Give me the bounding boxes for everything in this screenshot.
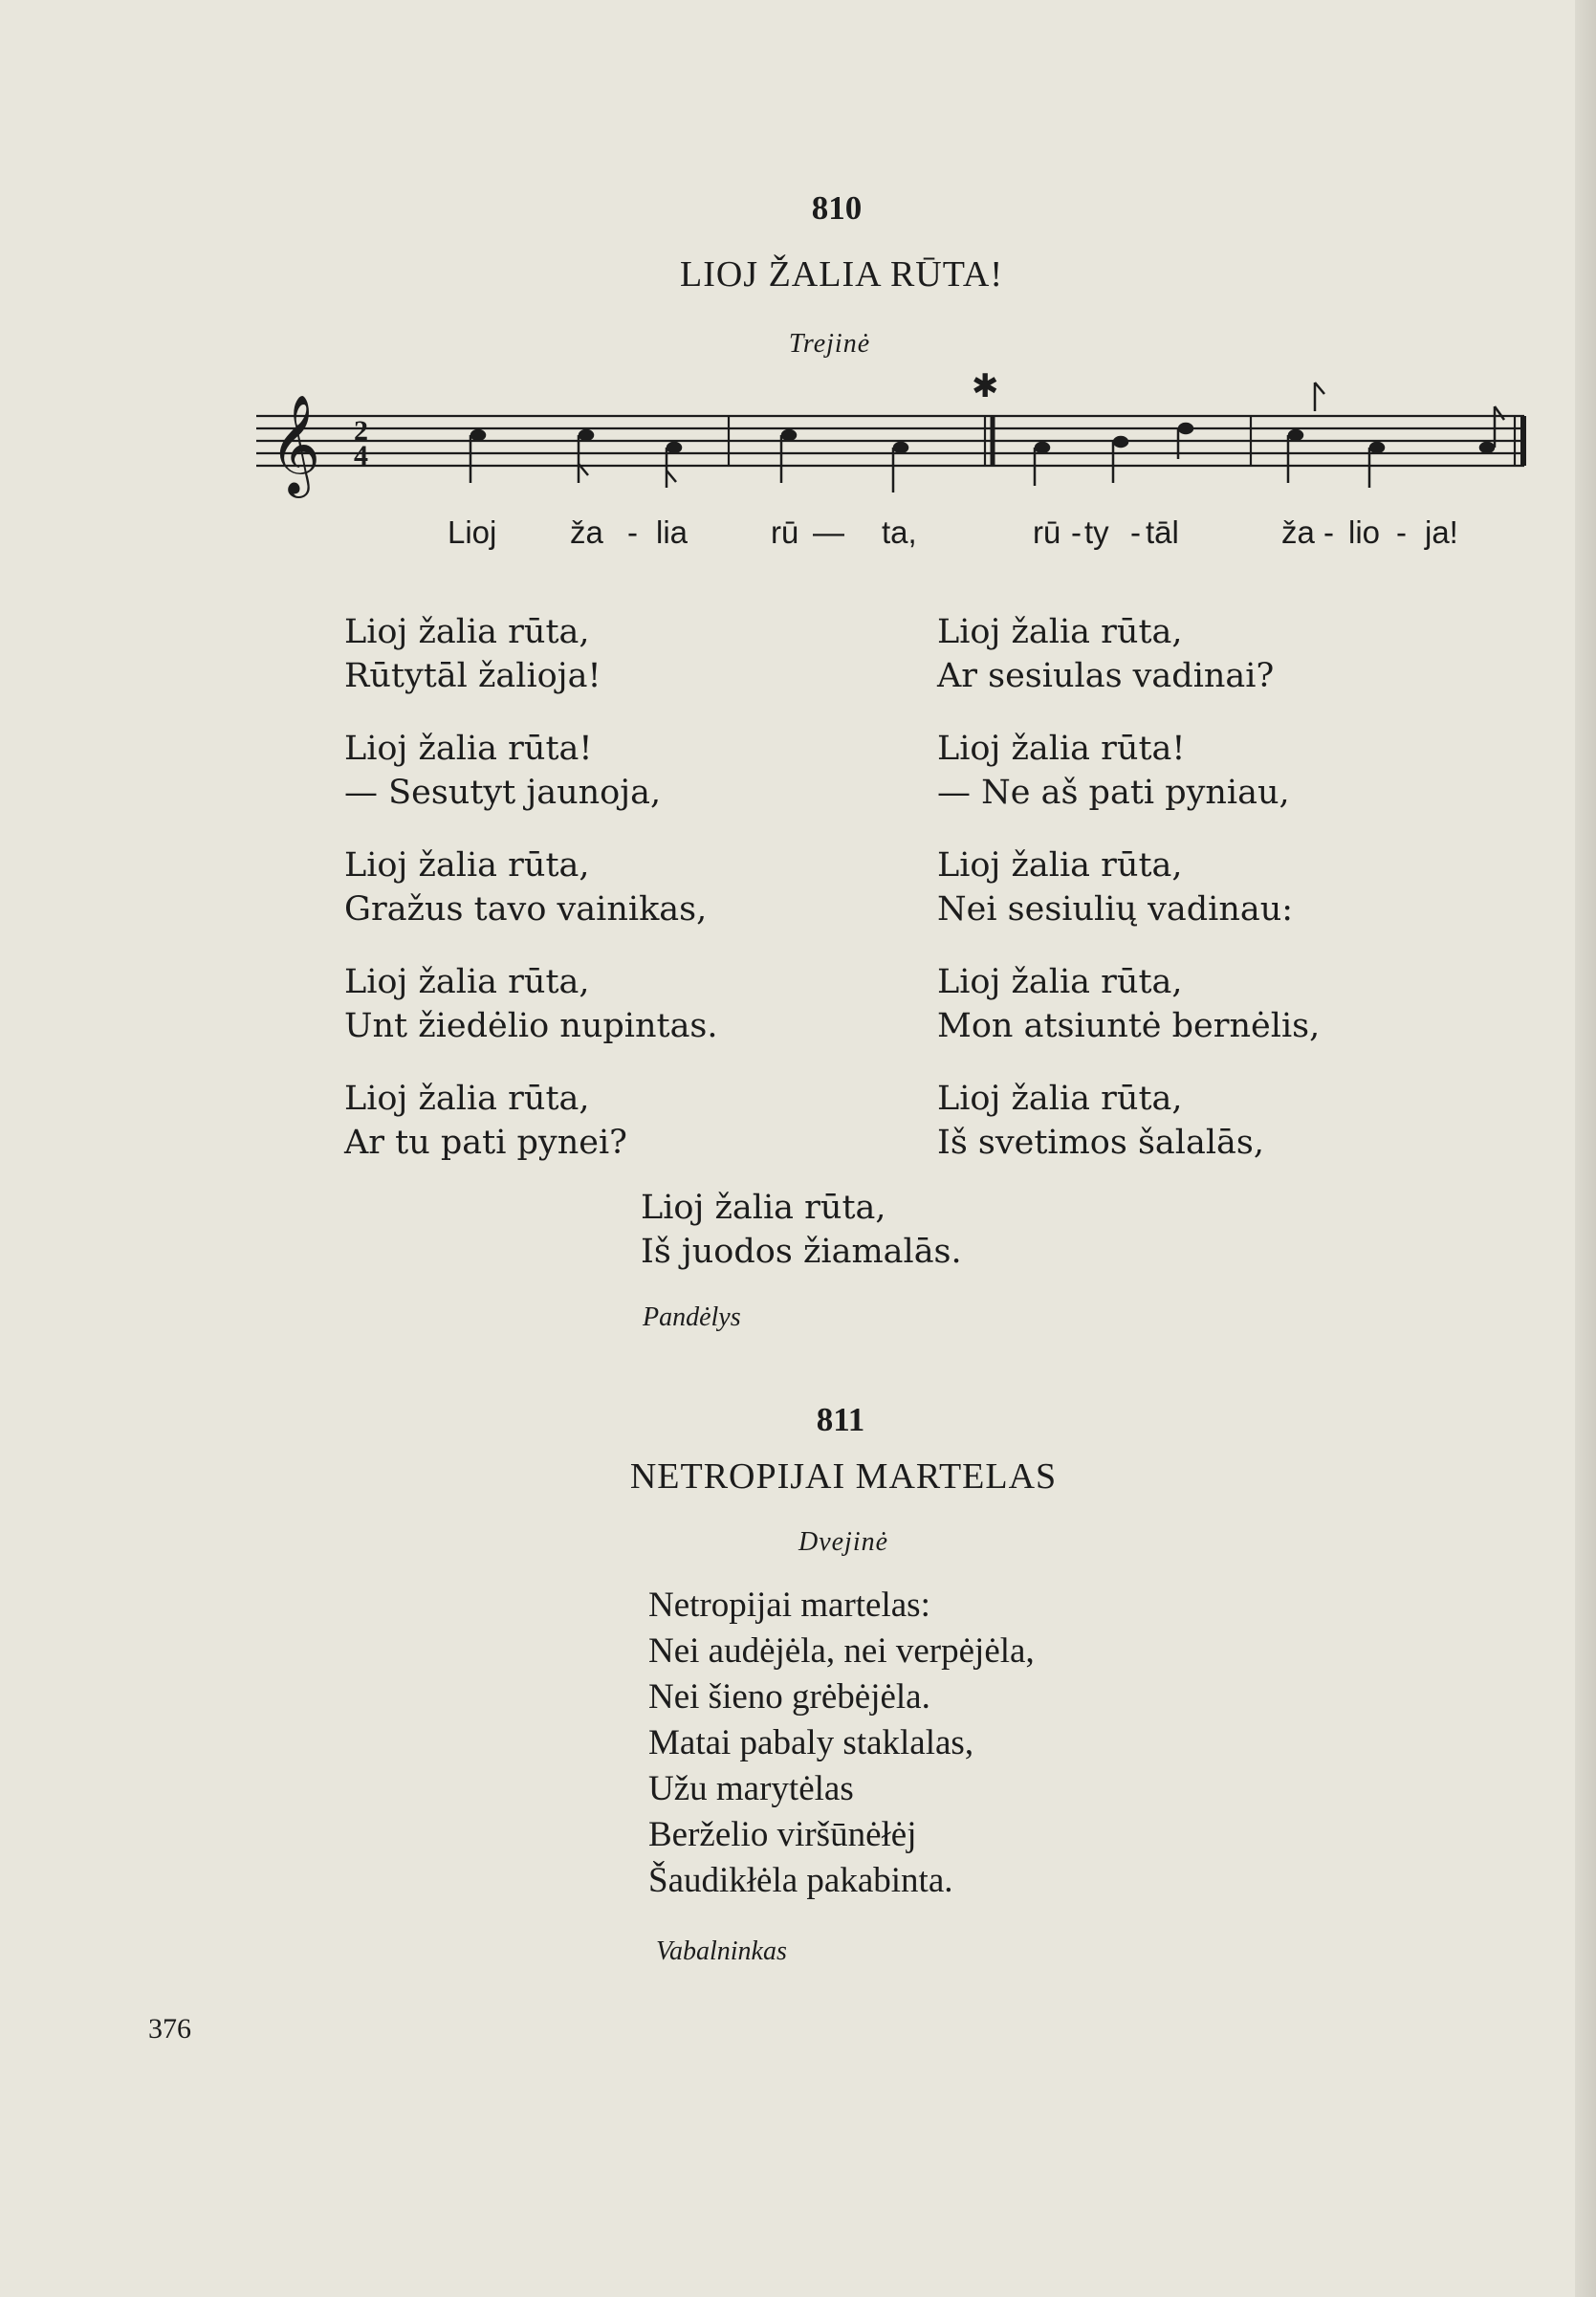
treble-clef-icon: 𝄞 — [270, 394, 321, 494]
asterisk-icon: ✱ — [972, 367, 999, 405]
stanza — [344, 1077, 718, 1165]
final-stanza — [641, 1186, 962, 1274]
lyric-syllable: ža — [570, 514, 603, 550]
lyric-syllable: ža — [1281, 514, 1315, 550]
song-text — [648, 1583, 1035, 1904]
verse-line: Berželio viršūnėłėj — [648, 1815, 917, 1854]
lyric-syllable: ta, — [882, 514, 917, 550]
stanza — [937, 960, 1320, 1048]
lyric-syllable: ja! — [1425, 514, 1458, 550]
verse-line: Rūtytāl žalioja! — [344, 657, 601, 695]
song-voices: Dvejinė — [798, 1527, 889, 1557]
verse-line: — Ne aš pati pyniau, — [937, 774, 1290, 812]
verse-line: Matai pabaly staklalas, — [648, 1723, 974, 1762]
verse-line: Šaudikłėla pakabinta. — [648, 1861, 953, 1900]
svg-text:2: 2 — [354, 415, 368, 447]
verse-line: Mon atsiuntė bernėlis, — [937, 1007, 1321, 1045]
lyric-syllable: tāl — [1146, 514, 1179, 550]
lyric-separator: - — [627, 514, 638, 550]
verse-line: Nei sesiulių vadinau: — [937, 890, 1294, 929]
verse-line: Nei audėjėla, nei verpėjėla, — [648, 1631, 1035, 1671]
verse-line: Lioj žalia rūta, — [641, 1189, 886, 1227]
stanza — [937, 1077, 1320, 1165]
verse-line: Lioj žalia rūta, — [937, 963, 1183, 1001]
verse-line: — Sesutyt jaunoja, — [344, 774, 662, 812]
song-title: NETROPIJAI MARTELAS — [629, 1456, 1058, 1497]
verse-line: Lioj žalia rūta, — [344, 846, 590, 885]
lyric-syllable: Lioj — [448, 514, 497, 550]
stanza — [344, 960, 718, 1048]
stanza — [937, 843, 1320, 931]
verse-line: Lioj žalia rūta, — [937, 846, 1183, 885]
verse-line: Ar sesiulas vadinai? — [937, 657, 1275, 695]
verse-line: Lioj žalia rūta, — [344, 613, 590, 651]
place-name: Vabalninkas — [656, 1936, 787, 1966]
verse-line: Lioj žalia rūta! — [344, 730, 593, 768]
song-title: LIOJ ŽALIA RŪTA! — [679, 254, 1004, 295]
verse-line: Lioj žalia rūta, — [937, 1080, 1183, 1118]
music-staff — [0, 363, 1596, 526]
lyric-syllable: ty — [1084, 514, 1109, 550]
lyric-syllable: rū — [771, 514, 799, 550]
verse-line: Iš svetimos šalalās, — [937, 1124, 1265, 1162]
page-number: 376 — [148, 2013, 191, 2045]
page-edge — [1575, 0, 1596, 2297]
lyric-separator: — — [813, 514, 844, 550]
verse-line: Lioj žalia rūta, — [344, 1080, 590, 1118]
lyric-syllable: lia — [656, 514, 689, 550]
verse-column-right — [937, 610, 1320, 1165]
verse-line: Užu marytėlas — [648, 1769, 854, 1808]
stanza — [344, 610, 718, 698]
verse-line: Ar tu pati pynei? — [344, 1124, 627, 1162]
verse-line: Lioj žalia rūta! — [937, 730, 1186, 768]
lyric-separator: - — [1323, 514, 1334, 550]
stanza — [937, 610, 1320, 698]
song-number: 810 — [811, 189, 863, 227]
lyric-separator: - — [1130, 514, 1141, 550]
stanza — [344, 843, 718, 931]
lyric-syllable: lio — [1348, 514, 1381, 550]
verse-line: Iš juodos žiamalās. — [641, 1233, 962, 1271]
verse-line: Gražus tavo vainikas, — [344, 890, 708, 929]
verse-line: Unt žiedėlio nupintas. — [344, 1007, 718, 1045]
verse-column-left — [344, 610, 718, 1165]
svg-text:4: 4 — [354, 440, 368, 471]
lyric-separator: - — [1071, 514, 1082, 550]
place-name: Pandėlys — [643, 1302, 741, 1332]
verse-line: Netropijai martelas: — [648, 1586, 930, 1625]
song-voices: Trejinė — [788, 329, 871, 359]
verse-line: Lioj žalia rūta, — [344, 963, 590, 1001]
verse-line: Lioj žalia rūta, — [937, 613, 1183, 651]
stanza — [937, 727, 1320, 815]
lyric-syllable: rū — [1033, 514, 1061, 550]
lyric-separator: - — [1396, 514, 1407, 550]
stanza — [344, 727, 718, 815]
verse-line: Nei šieno grėbėjėla. — [648, 1677, 930, 1717]
song-number: 811 — [816, 1401, 865, 1438]
